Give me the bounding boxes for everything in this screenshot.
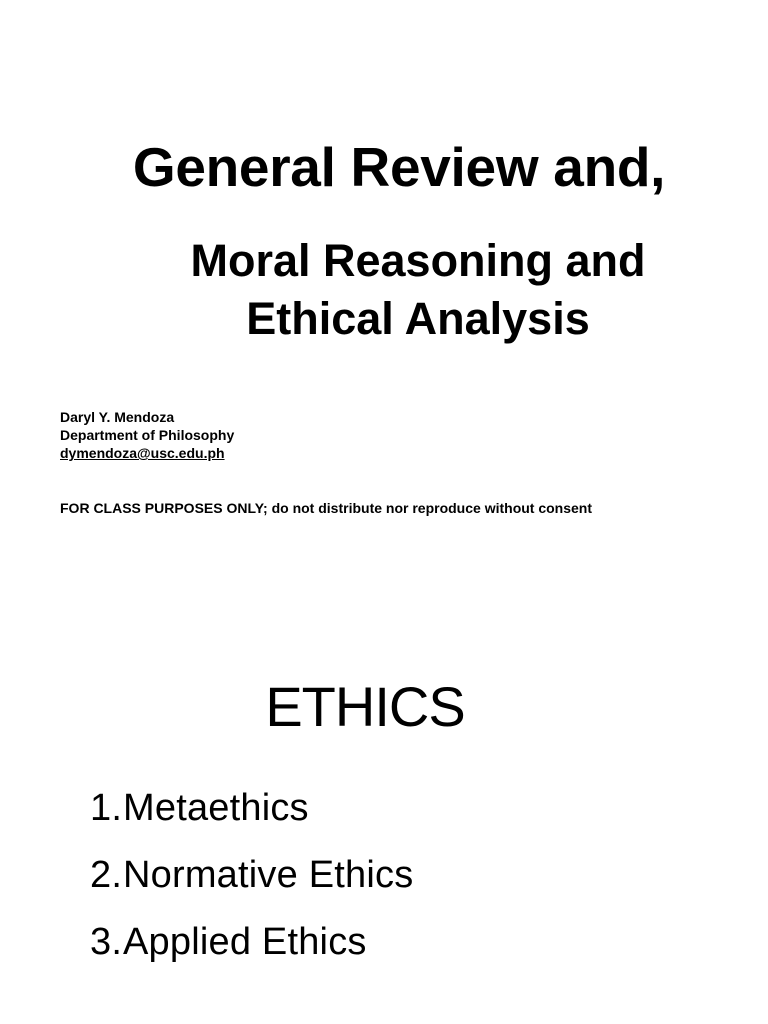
list-item-number: 3. xyxy=(90,921,123,963)
author-email-link[interactable]: dymendoza@usc.edu.ph xyxy=(60,445,225,461)
author-department: Department of Philosophy xyxy=(60,427,235,443)
list-item-label: Applied Ethics xyxy=(123,921,367,963)
list-item-number: 2. xyxy=(90,854,123,896)
author-info xyxy=(60,408,234,462)
author-name: Daryl Y. Mendoza xyxy=(60,409,175,425)
list-item xyxy=(90,920,413,987)
list-item-number: 1. xyxy=(90,787,123,829)
subtitle-line-2: Ethical Analysis xyxy=(246,293,590,344)
ethics-branches-list xyxy=(90,786,413,987)
slide-title: General Review and, xyxy=(132,136,666,198)
ethics-heading: ETHICS xyxy=(265,675,465,738)
list-item xyxy=(90,853,413,920)
subtitle-line-1: Moral Reasoning and xyxy=(190,235,646,286)
list-item-label: Metaethics xyxy=(123,787,309,829)
list-item-label: Normative Ethics xyxy=(123,854,414,896)
list-item xyxy=(90,786,413,853)
usage-notice: FOR CLASS PURPOSES ONLY; do not distribute nor reproduce without consent xyxy=(60,500,593,516)
ethics-slide xyxy=(0,560,768,1024)
slide-subtitle xyxy=(0,232,768,348)
